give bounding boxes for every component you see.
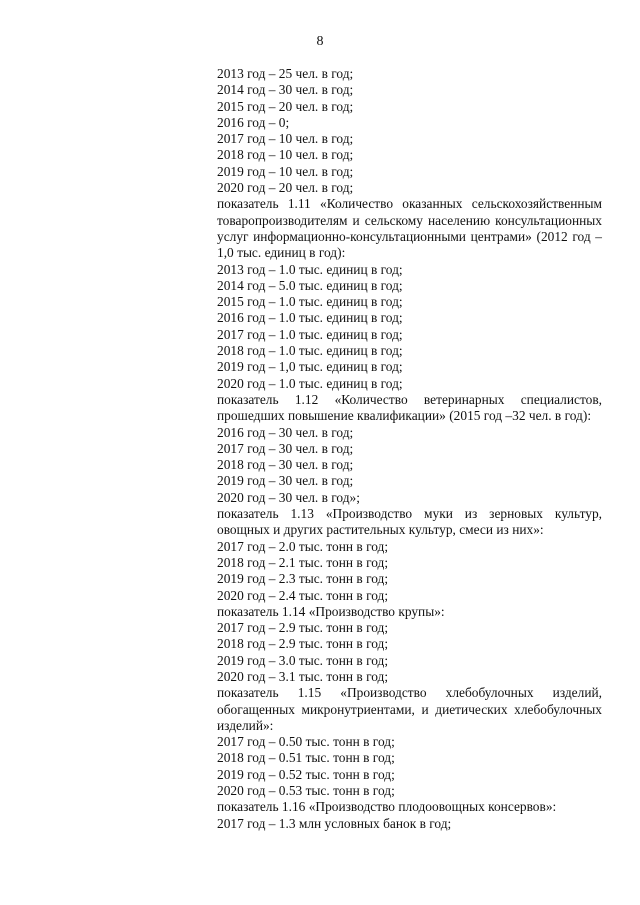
year-value-line: 2020 год – 20 чел. в год; bbox=[217, 180, 354, 196]
indicator-paragraph: показатель 1.12 «Количество ветеринарных специалистов, прошедших повышение квалификации» (2015 год –32 чел. в год): bbox=[217, 391, 602, 424]
year-value-line: 2018 год – 0.51 тыс. тонн в год; bbox=[217, 750, 395, 766]
year-value-line: 2017 год – 30 чел. в год; bbox=[217, 440, 354, 456]
indicator-paragraph: показатель 1.14 «Производство крупы»: bbox=[217, 603, 445, 619]
year-value-line: 2015 год – 20 чел. в год; bbox=[217, 98, 354, 114]
year-value-line: 2019 год – 30 чел. в год; bbox=[217, 473, 354, 489]
year-value-line: 2017 год – 2.9 тыс. тонн в год; bbox=[217, 620, 389, 636]
year-value-line: 2020 год – 0.53 тыс. тонн в год; bbox=[217, 783, 395, 799]
year-value-line: 2018 год – 10 чел. в год; bbox=[217, 147, 354, 163]
year-value-line: 2016 год – 30 чел. в год; bbox=[217, 424, 354, 440]
year-value-line: 2018 год – 30 чел. в год; bbox=[217, 457, 354, 473]
year-value-line: 2019 год – 3.0 тыс. тонн в год; bbox=[217, 652, 389, 668]
year-value-line: 2017 год – 10 чел. в год; bbox=[217, 131, 354, 147]
year-value-line: 2016 год – 0; bbox=[217, 114, 290, 130]
year-value-line: 2019 год – 2.3 тыс. тонн в год; bbox=[217, 571, 389, 587]
year-value-line: 2013 год – 25 чел. в год; bbox=[217, 66, 354, 81]
year-value-line: 2017 год – 0.50 тыс. тонн в год; bbox=[217, 734, 395, 750]
year-value-line: 2018 год – 2.9 тыс. тонн в год; bbox=[217, 636, 389, 652]
year-value-line: 2017 год – 1.3 млн условных банок в год; bbox=[217, 815, 452, 831]
year-value-line: 2020 год – 1.0 тыс. единиц в год; bbox=[217, 375, 403, 391]
year-value-line: 2020 год – 30 чел. в год»; bbox=[217, 489, 360, 505]
year-value-line: 2017 год – 1.0 тыс. единиц в год; bbox=[217, 326, 403, 342]
year-value-line: 2020 год – 2.4 тыс. тонн в год; bbox=[217, 587, 389, 603]
year-value-line: 2019 год – 0.52 тыс. тонн в год; bbox=[217, 766, 395, 782]
year-value-line: 2019 год – 1,0 тыс. единиц в год; bbox=[217, 359, 403, 375]
indicator-paragraph: показатель 1.13 «Производство муки из зерновых культур, овощных и других растительных культур, смеси из них»: bbox=[217, 506, 602, 538]
year-value-line: 2020 год – 3.1 тыс. тонн в год; bbox=[217, 668, 389, 684]
year-value-line: 2019 год – 10 чел. в год; bbox=[217, 163, 354, 179]
year-value-line: 2018 год – 2.1 тыс. тонн в год; bbox=[217, 554, 389, 570]
document-body bbox=[217, 66, 602, 832]
indicator-paragraph: показатель 1.11 «Количество оказанных сельскохозяйственным товаропроизводителям и сельскому населению консультационных услуг информационно-консультационными центрами» (2012 год – 1,0 тыс. единиц в год): bbox=[217, 196, 602, 261]
year-value-line: 2018 год – 1.0 тыс. единиц в год; bbox=[217, 343, 403, 359]
indicator-paragraph: показатель 1.16 «Производство плодоовощных консервов»: bbox=[217, 799, 557, 815]
page-number: 8 bbox=[316, 34, 324, 49]
year-value-line: 2014 год – 5.0 тыс. единиц в год; bbox=[217, 277, 403, 293]
year-value-line: 2017 год – 2.0 тыс. тонн в год; bbox=[217, 538, 389, 554]
year-value-line: 2013 год – 1.0 тыс. единиц в год; bbox=[217, 261, 403, 277]
indicator-paragraph: показатель 1.15 «Производство хлебобулочных изделий, обогащенных микронутриентами, и диетических хлебобулочных изделий»: bbox=[217, 685, 602, 733]
year-value-line: 2014 год – 30 чел. в год; bbox=[217, 82, 354, 98]
year-value-line: 2016 год – 1.0 тыс. единиц в год; bbox=[217, 310, 403, 326]
year-value-line: 2015 год – 1.0 тыс. единиц в год; bbox=[217, 294, 403, 310]
